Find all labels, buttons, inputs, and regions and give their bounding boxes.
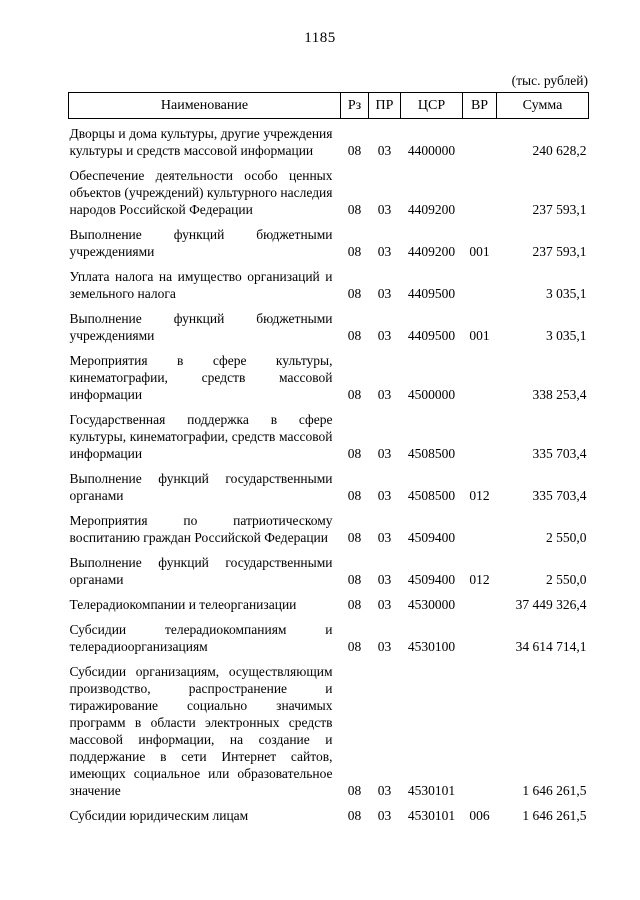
row-summa-cell: 2 550,0 bbox=[546, 530, 587, 545]
row-summa-cell: 3 035,1 bbox=[546, 328, 587, 343]
row-pr-cell: 03 bbox=[377, 808, 392, 823]
row-summa-cell: 335 703,4 bbox=[532, 446, 587, 461]
row-pr-cell: 03 bbox=[377, 143, 392, 158]
row-vr-cell bbox=[463, 346, 497, 405]
table-row bbox=[69, 657, 589, 801]
row-pr-cell: 03 bbox=[377, 387, 392, 402]
row-rz-cell: 08 bbox=[347, 572, 362, 587]
row-summa-cell: 1 646 261,5 bbox=[522, 783, 587, 798]
row-name-cell: Выполнение функций бюджетными учреждениями bbox=[69, 311, 333, 343]
row-vr-cell bbox=[463, 615, 497, 657]
table-row bbox=[69, 405, 589, 464]
row-name-cell: Субсидии организациям, осуществляющим производство, распространение и тиражирование социально значимых программ в области электронных средств массовой информации, на создание и поддержание в сети Интернет сайтов, имеющих социальное или образовательное значение bbox=[69, 664, 333, 798]
row-vr-cell: 012 bbox=[469, 572, 490, 587]
table-row bbox=[69, 262, 589, 304]
row-csr-cell: 4530000 bbox=[407, 597, 456, 612]
table-row bbox=[69, 304, 589, 346]
row-rz-cell: 08 bbox=[347, 202, 362, 217]
row-name-cell: Обеспечение деятельности особо ценных объектов (учреждений) культурного наследия народов Российской Федерации bbox=[69, 168, 333, 217]
row-rz-cell: 08 bbox=[347, 446, 362, 461]
row-name-cell: Телерадиокомпании и телеорганизации bbox=[69, 597, 297, 612]
row-vr-cell bbox=[463, 506, 497, 548]
row-summa-cell: 240 628,2 bbox=[532, 143, 587, 158]
row-csr-cell: 4530100 bbox=[407, 639, 456, 654]
row-rz-cell: 08 bbox=[347, 387, 362, 402]
row-summa-cell: 237 593,1 bbox=[532, 244, 587, 259]
row-name-cell: Мероприятия по патриотическому воспитанию граждан Российской Федерации bbox=[69, 513, 333, 545]
row-name-cell: Уплата налога на имущество организаций и земельного налога bbox=[69, 269, 333, 301]
row-name-cell: Выполнение функций государственными органами bbox=[69, 555, 333, 587]
row-name-cell: Субсидии юридическим лицам bbox=[69, 808, 249, 823]
row-name-cell: Дворцы и дома культуры, другие учреждения культуры и средств массовой информации bbox=[69, 126, 333, 158]
row-name-cell: Государственная поддержка в сфере культуры, кинематографии, средств массовой информации bbox=[69, 412, 333, 461]
row-pr-cell: 03 bbox=[377, 488, 392, 503]
row-csr-cell: 4409200 bbox=[407, 202, 456, 217]
row-csr-cell: 4409500 bbox=[407, 286, 456, 301]
row-pr-cell: 03 bbox=[377, 530, 392, 545]
row-pr-cell: 03 bbox=[377, 783, 392, 798]
row-rz-cell: 08 bbox=[347, 808, 362, 823]
row-csr-cell: 4409500 bbox=[407, 328, 456, 343]
row-name-cell: Мероприятия в сфере культуры, кинематографии, средств массовой информации bbox=[69, 353, 333, 402]
row-name-cell: Субсидии телерадиокомпаниям и телерадиоорганизациям bbox=[69, 622, 333, 654]
row-csr-cell: 4500000 bbox=[407, 387, 456, 402]
table-row bbox=[69, 161, 589, 220]
table-row bbox=[69, 506, 589, 548]
row-vr-cell: 001 bbox=[469, 244, 490, 259]
row-vr-cell bbox=[463, 161, 497, 220]
row-pr-cell: 03 bbox=[377, 597, 392, 612]
table-row bbox=[69, 801, 589, 826]
row-vr-cell: 012 bbox=[469, 488, 490, 503]
row-pr-cell: 03 bbox=[377, 328, 392, 343]
table-row bbox=[69, 119, 589, 162]
table-body bbox=[69, 119, 589, 827]
row-pr-cell: 03 bbox=[377, 286, 392, 301]
row-rz-cell: 08 bbox=[347, 328, 362, 343]
col-header-pr: ПР bbox=[369, 93, 401, 119]
table-row bbox=[69, 590, 589, 615]
row-rz-cell: 08 bbox=[347, 488, 362, 503]
row-summa-cell: 37 449 326,4 bbox=[515, 597, 587, 612]
row-summa-cell: 338 253,4 bbox=[532, 387, 587, 402]
row-name-cell: Выполнение функций бюджетными учреждениями bbox=[69, 227, 333, 259]
row-rz-cell: 08 bbox=[347, 597, 362, 612]
row-pr-cell: 03 bbox=[377, 446, 392, 461]
row-rz-cell: 08 bbox=[347, 639, 362, 654]
col-header-summa: Сумма bbox=[497, 93, 589, 119]
row-vr-cell: 006 bbox=[469, 808, 490, 823]
col-header-vr: ВР bbox=[463, 93, 497, 119]
row-pr-cell: 03 bbox=[377, 639, 392, 654]
col-header-rz: Рз bbox=[341, 93, 369, 119]
row-csr-cell: 4508500 bbox=[407, 488, 456, 503]
row-vr-cell bbox=[463, 590, 497, 615]
row-csr-cell: 4400000 bbox=[407, 143, 456, 158]
row-csr-cell: 4530101 bbox=[407, 783, 456, 798]
row-summa-cell: 3 035,1 bbox=[546, 286, 587, 301]
row-rz-cell: 08 bbox=[347, 783, 362, 798]
row-summa-cell: 1 646 261,5 bbox=[522, 808, 587, 823]
table-header bbox=[69, 93, 589, 119]
col-header-name: Наименование bbox=[69, 93, 341, 119]
row-vr-cell bbox=[463, 262, 497, 304]
table-row bbox=[69, 346, 589, 405]
row-vr-cell: 001 bbox=[469, 328, 490, 343]
row-name-cell: Выполнение функций государственными органами bbox=[69, 471, 333, 503]
row-pr-cell: 03 bbox=[377, 202, 392, 217]
row-rz-cell: 08 bbox=[347, 530, 362, 545]
table-header-row bbox=[69, 93, 589, 119]
row-rz-cell: 08 bbox=[347, 286, 362, 301]
row-csr-cell: 4509400 bbox=[407, 530, 456, 545]
row-csr-cell: 4508500 bbox=[407, 446, 456, 461]
row-csr-cell: 4530101 bbox=[407, 808, 456, 823]
row-pr-cell: 03 bbox=[377, 572, 392, 587]
row-rz-cell: 08 bbox=[347, 143, 362, 158]
row-summa-cell: 34 614 714,1 bbox=[515, 639, 587, 654]
row-rz-cell: 08 bbox=[347, 244, 362, 259]
row-csr-cell: 4409200 bbox=[407, 244, 456, 259]
table-row bbox=[69, 548, 589, 590]
table-row bbox=[69, 615, 589, 657]
col-header-csr: ЦСР bbox=[401, 93, 463, 119]
row-summa-cell: 2 550,0 bbox=[546, 572, 587, 587]
row-summa-cell: 237 593,1 bbox=[532, 202, 587, 217]
row-csr-cell: 4509400 bbox=[407, 572, 456, 587]
table-row bbox=[69, 464, 589, 506]
row-vr-cell bbox=[463, 657, 497, 801]
row-pr-cell: 03 bbox=[377, 244, 392, 259]
row-summa-cell: 335 703,4 bbox=[532, 488, 587, 503]
page-number: 1185 bbox=[304, 30, 336, 46]
table-row bbox=[69, 220, 589, 262]
budget-table bbox=[68, 92, 589, 826]
row-vr-cell bbox=[463, 405, 497, 464]
row-vr-cell bbox=[463, 119, 497, 162]
units-note: (тыс. рублей) bbox=[511, 73, 588, 88]
